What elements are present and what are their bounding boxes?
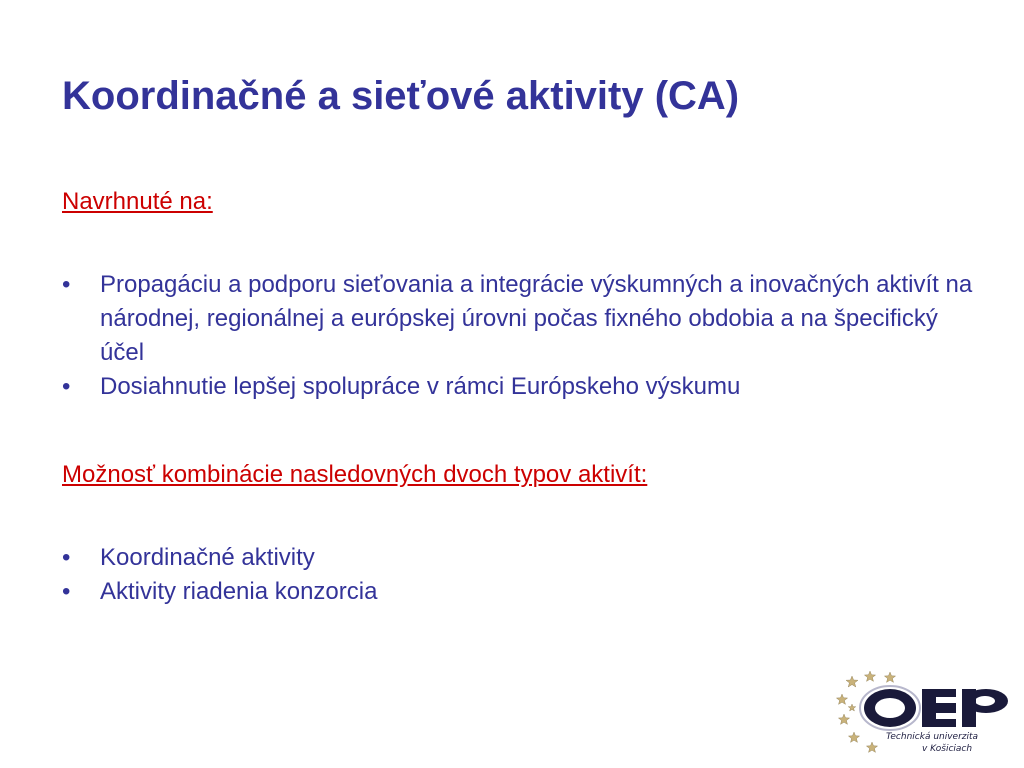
bullet-list-activity-types [62,541,992,609]
list-item [62,370,992,404]
list-item-text: Dosiahnutie lepšej spolupráce v rámci Európskeho výskumu [100,373,741,400]
star-icon [884,672,895,682]
star-icon [836,694,847,704]
logo-university-name: Technická univerzita [886,732,979,742]
bullet-list-designed-for [62,268,992,404]
slide-title: Koordinačné a sieťové aktivity (CA) [62,74,740,118]
list-item-text: Propagáciu a podporu sieťovania a integrácie výskumných a inovačných aktivít na národnej, regionálnej a európskej úrovni počas fixného obdobia a na špecifický účel [100,271,973,366]
bullet-icon: • [62,373,71,400]
list-item [62,268,975,370]
logo-university-city: v Košiciach [922,744,973,754]
star-icon [848,704,856,711]
star-icon [864,671,875,681]
bullet-icon: • [62,544,71,571]
bullet-icon: • [62,578,71,605]
star-icon [866,742,877,752]
oep-logo [836,668,1020,764]
star-icon [838,714,849,724]
star-icon [846,676,858,687]
bullet-icon: • [62,271,71,298]
list-item-text: Koordinačné aktivity [100,544,315,571]
list-item [62,541,992,575]
section-heading-designed-for: Navrhnuté na: [62,188,213,215]
list-item [62,575,992,609]
section-heading-combination: Možnosť kombinácie nasledovných dvoch typov aktivít: [62,461,648,488]
list-item-text: Aktivity riadenia konzorcia [100,578,378,605]
star-icon [848,732,859,742]
